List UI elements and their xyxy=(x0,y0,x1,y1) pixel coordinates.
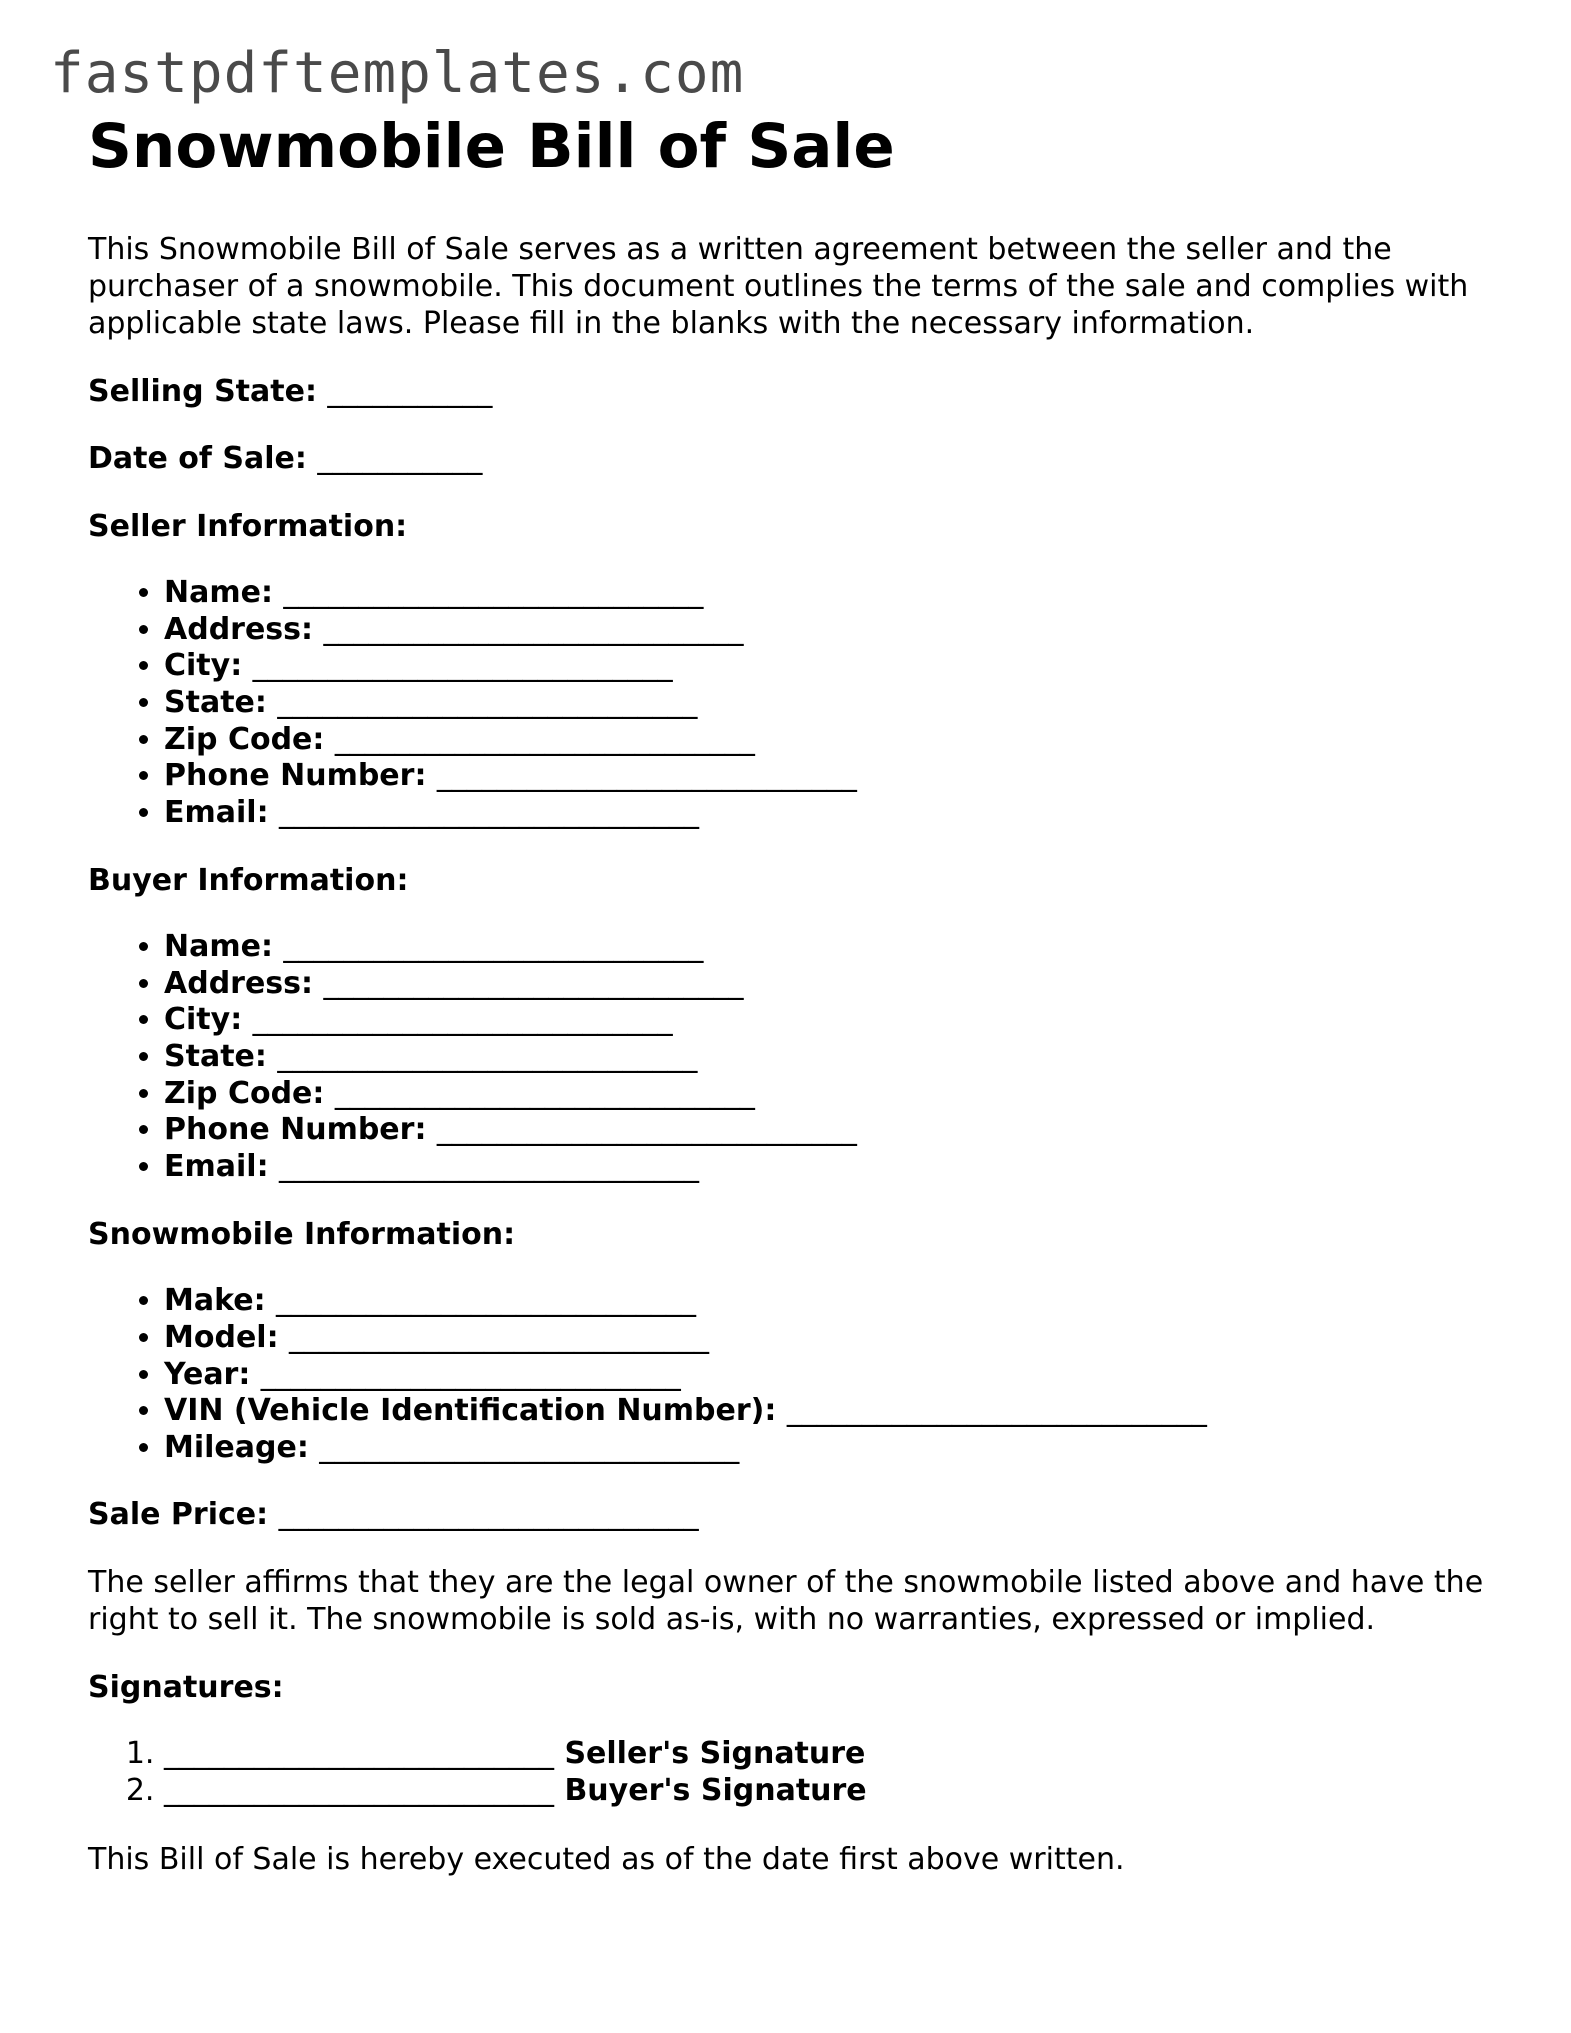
buyer-name-item xyxy=(164,929,1488,966)
sale-price-label: Sale Price: xyxy=(88,1497,279,1533)
affirmation-paragraph: The seller affirms that they are the legal owner of the snowmobile listed above and have the right to sell it. The snowmobile is sold as-is, with no warranties, expressed or implied. xyxy=(88,1565,1484,1638)
field-blank[interactable]: ____________________________ xyxy=(289,1320,710,1356)
field-label: State: xyxy=(164,684,278,720)
field-blank[interactable]: ____________________________ xyxy=(323,965,744,1001)
buyer-section-title: Buyer Information: xyxy=(88,863,409,899)
signatures-list xyxy=(88,1736,1488,1809)
seller-state-item xyxy=(164,685,1488,722)
field-blank[interactable]: ____________________________ xyxy=(260,1356,681,1392)
field-label: City: xyxy=(164,648,253,684)
date-of-sale-field xyxy=(88,440,1488,477)
field-blank[interactable]: ____________________________ xyxy=(277,684,698,720)
snowmobile-section-title: Snowmobile Information: xyxy=(88,1217,516,1253)
seller-address-item xyxy=(164,612,1488,649)
seller-name-item xyxy=(164,575,1488,612)
buyer-signature-item xyxy=(164,1773,1488,1810)
sale-price-blank[interactable]: ____________________________ xyxy=(278,1497,699,1533)
closing-paragraph: This Bill of Sale is hereby executed as of the date first above written. xyxy=(88,1841,1125,1877)
snowmobile-year-item xyxy=(164,1357,1488,1394)
date-of-sale-blank[interactable]: ___________ xyxy=(317,441,483,477)
selling-state-label: Selling State: xyxy=(88,374,328,410)
field-blank[interactable]: ____________________________ xyxy=(319,1429,740,1465)
field-label: Address: xyxy=(164,965,324,1001)
field-label: State: xyxy=(164,1039,278,1075)
signatures-section-title: Signatures: xyxy=(88,1670,284,1706)
signature-blank[interactable]: __________________________ xyxy=(164,1736,554,1772)
field-blank[interactable]: ____________________________ xyxy=(283,575,704,611)
snowmobile-fields-list xyxy=(88,1283,1488,1466)
field-blank[interactable]: ____________________________ xyxy=(252,1002,673,1038)
seller-section-title: Seller Information: xyxy=(88,509,408,545)
seller-city-item xyxy=(164,648,1488,685)
buyer-zip-item xyxy=(164,1076,1488,1113)
buyer-city-item xyxy=(164,1002,1488,1039)
field-blank[interactable]: ____________________________ xyxy=(436,1112,857,1148)
field-label: Year: xyxy=(164,1356,261,1392)
field-blank[interactable]: ____________________________ xyxy=(283,929,704,965)
signature-label: Seller's Signature xyxy=(554,1736,866,1772)
document-page xyxy=(88,112,1488,1878)
field-label: Phone Number: xyxy=(164,758,437,794)
field-label: Zip Code: xyxy=(164,721,335,757)
field-blank[interactable]: ____________________________ xyxy=(786,1393,1207,1429)
buyer-state-item xyxy=(164,1039,1488,1076)
field-label: City: xyxy=(164,1002,253,1038)
field-blank[interactable]: ____________________________ xyxy=(279,1148,700,1184)
field-label: Name: xyxy=(164,929,284,965)
field-label: Phone Number: xyxy=(164,1112,437,1148)
sale-price-field xyxy=(88,1496,1488,1533)
field-label: Make: xyxy=(164,1283,277,1319)
snowmobile-vin-item xyxy=(164,1393,1488,1430)
seller-zip-item xyxy=(164,722,1488,759)
seller-email-item xyxy=(164,795,1488,832)
seller-fields-list xyxy=(88,575,1488,831)
field-blank[interactable]: ____________________________ xyxy=(279,794,700,830)
signature-blank[interactable]: __________________________ xyxy=(164,1773,554,1809)
field-blank[interactable]: ____________________________ xyxy=(334,1075,755,1111)
field-label: Email: xyxy=(164,794,280,830)
field-label: Email: xyxy=(164,1148,280,1184)
selling-state-field xyxy=(88,373,1488,410)
buyer-phone-item xyxy=(164,1112,1488,1149)
field-blank[interactable]: ____________________________ xyxy=(276,1283,697,1319)
field-label: Mileage: xyxy=(164,1429,320,1465)
field-blank[interactable]: ____________________________ xyxy=(252,648,673,684)
intro-paragraph: This Snowmobile Bill of Sale serves as a written agreement between the seller and the purchaser of a snowmobile. This document outlines the terms of the sale and complies with applicable state laws. Please fill in the blanks with the necessary information. xyxy=(88,232,1469,342)
buyer-email-item xyxy=(164,1149,1488,1186)
field-label: Name: xyxy=(164,575,284,611)
snowmobile-make-item xyxy=(164,1283,1488,1320)
seller-phone-item xyxy=(164,758,1488,795)
field-label: Model: xyxy=(164,1320,290,1356)
field-blank[interactable]: ____________________________ xyxy=(436,758,857,794)
field-blank[interactable]: ____________________________ xyxy=(277,1039,698,1075)
field-blank[interactable]: ____________________________ xyxy=(323,611,744,647)
snowmobile-model-item xyxy=(164,1320,1488,1357)
selling-state-blank[interactable]: ___________ xyxy=(327,374,493,410)
buyer-fields-list xyxy=(88,929,1488,1185)
snowmobile-mileage-item xyxy=(164,1430,1488,1467)
document-title: Snowmobile Bill of Sale xyxy=(88,111,895,182)
field-label: VIN (Vehicle Identification Number): xyxy=(164,1393,787,1429)
seller-signature-item xyxy=(164,1736,1488,1773)
field-blank[interactable]: ____________________________ xyxy=(334,721,755,757)
field-label: Address: xyxy=(164,611,324,647)
date-of-sale-label: Date of Sale: xyxy=(88,441,318,477)
watermark: fastpdftemplates.com xyxy=(50,41,745,106)
signature-label: Buyer's Signature xyxy=(554,1773,867,1809)
buyer-address-item xyxy=(164,966,1488,1003)
field-label: Zip Code: xyxy=(164,1075,335,1111)
